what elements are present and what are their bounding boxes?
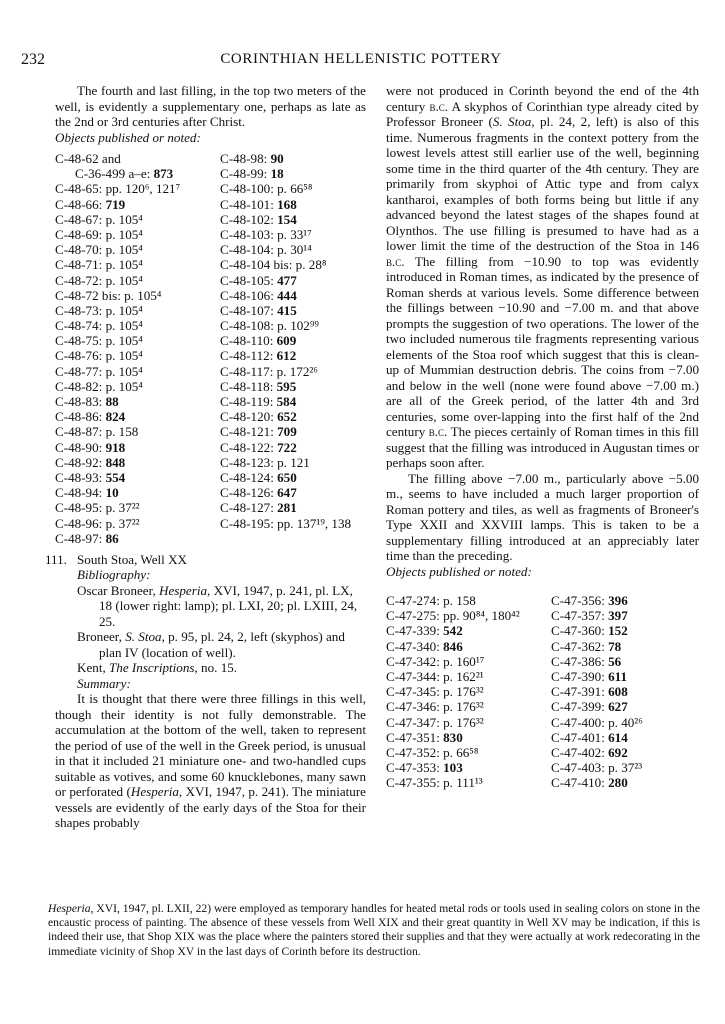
catalog-entry <box>220 318 366 333</box>
catalog-entry <box>220 348 366 363</box>
catalog-entry <box>220 151 366 166</box>
continued-paragraph <box>386 83 699 471</box>
catalog-id: C-48-71: <box>55 257 103 273</box>
catalog-entry <box>55 409 220 424</box>
summary-text: It is thought that there were three fillings in this well, though their identity is not fully demonstrable. The accumulation at the bottom of the well, taken to represent the period of use of the well in the Greek period, is unusual in that it included 21 miniature one- and two-handled cups suitable as votives, and some 60 knucklebones, many sawn or perforated ( <box>55 691 366 800</box>
catalog-number: 56 <box>608 653 622 669</box>
bib-details: , p. 95, pl. 24, 2, left (skyphos) and plan IV (location of well). <box>99 629 345 660</box>
catalog-id: C-48-76: <box>55 348 103 364</box>
catalog-number: 846 <box>443 638 463 654</box>
catalog-id: C-47-275: <box>386 608 440 624</box>
catalog-table <box>55 151 366 546</box>
catalog-entry <box>220 440 366 455</box>
catalog-page-ref: p. 176³² <box>443 714 484 730</box>
catalog-id: C-48-82: <box>55 378 103 394</box>
catalog-id: C-48-124: <box>220 469 274 485</box>
catalog-entry <box>55 531 220 546</box>
catalog-id: C-47-351: <box>386 729 440 745</box>
catalog-page-ref: p. 158 <box>105 424 139 440</box>
bib-journal: Hesperia <box>159 582 208 598</box>
catalog-id: C-48-99: <box>220 166 268 182</box>
catalog-id: C-48-77: <box>55 363 103 379</box>
catalog-number: 397 <box>608 608 628 624</box>
catalog-entry <box>386 730 551 745</box>
catalog-column <box>551 593 699 790</box>
catalog-entry <box>551 760 699 775</box>
catalog-entry <box>55 500 220 515</box>
catalog-id: C-48-118: <box>220 378 274 394</box>
bibliography-item <box>77 583 366 630</box>
catalog-page-ref: pp. 120⁶, 121⁷ <box>105 181 181 197</box>
catalog-entry <box>55 197 220 212</box>
catalog-entry <box>220 257 366 272</box>
summary-text: , XVI, 1947, p. 241). The miniature vessels are evidently of the early days of the Stoa for their shapes probably <box>55 784 366 831</box>
catalog-number: 722 <box>277 439 297 455</box>
catalog-number: 848 <box>105 454 126 470</box>
catalog-entry <box>55 470 220 485</box>
catalog-number: 611 <box>608 668 628 684</box>
catalog-entry <box>220 333 366 348</box>
catalog-entry <box>551 593 699 608</box>
catalog-entry <box>220 394 366 409</box>
catalog-id: C-48-66: <box>55 196 103 212</box>
catalog-number: 609 <box>276 333 297 349</box>
catalog-id: C-48-96: <box>55 515 103 531</box>
catalog-number: 154 <box>277 211 297 227</box>
entry-title: South Stoa, Well XX <box>77 551 188 567</box>
summary-journal: Hesperia <box>130 784 179 800</box>
catalog-id: C-48-126: <box>220 485 274 501</box>
catalog-page-ref: p. 176³² <box>443 699 484 715</box>
catalog-page-ref: p. 158 <box>443 593 476 608</box>
catalog-id: C-48-94: <box>55 485 103 501</box>
catalog-id: C-47-402: <box>551 744 605 760</box>
catalog-entry <box>220 197 366 212</box>
catalog-entry <box>551 730 699 745</box>
bibliography-item <box>77 660 366 676</box>
catalog-entry <box>386 593 551 608</box>
catalog-number: 652 <box>277 409 297 425</box>
catalog-id: C-48-73: <box>55 302 103 318</box>
catalog-id: C-48-101: <box>220 196 274 212</box>
catalog-id: C-48-69: <box>55 226 103 242</box>
catalog-entry <box>386 669 551 684</box>
catalog-number: 918 <box>105 439 126 455</box>
catalog-number: 595 <box>276 378 297 394</box>
page-header <box>21 52 701 72</box>
catalog-page-ref: p. 176³² <box>443 684 484 700</box>
catalog-page-ref: p. 105⁴ <box>105 226 143 242</box>
catalog-entry <box>55 440 220 455</box>
catalog-entry <box>386 684 551 699</box>
catalog-entry <box>220 364 366 379</box>
catalog-id: C-48-104: <box>220 242 274 258</box>
catalog-entry <box>551 639 699 654</box>
catalog-column <box>55 151 220 546</box>
bib-title: The Inscriptions <box>109 660 195 676</box>
catalog-id: C-48-103: <box>220 226 274 242</box>
catalog-id: C-48-95: <box>55 500 103 516</box>
catalog-entry <box>55 257 220 272</box>
catalog-id: C-48-117: <box>220 363 274 379</box>
catalog-id: C-47-399: <box>551 699 605 715</box>
catalog-id: C-48-72 bis: <box>55 287 121 303</box>
catalog-entry <box>386 699 551 714</box>
catalog-entry <box>55 166 220 181</box>
catalog-entry <box>55 348 220 363</box>
catalog-id: C-48-98: <box>220 151 268 166</box>
catalog-entry <box>551 654 699 669</box>
catalog-id: C-47-355: <box>386 775 440 791</box>
bib-author: Kent, <box>77 660 106 676</box>
catalog-page-ref: p. 66⁵⁸ <box>443 744 479 760</box>
catalog-id: C-48-105: <box>220 272 274 288</box>
catalog-entry <box>386 760 551 775</box>
catalog-entry <box>386 639 551 654</box>
left-column <box>45 83 366 831</box>
catalog-entry <box>551 775 699 790</box>
catalog-entry <box>220 455 366 470</box>
entry-number: 111. <box>45 551 67 567</box>
catalog-entry <box>220 212 366 227</box>
catalog-id: C-47-401: <box>551 729 605 745</box>
catalog-page-ref: p. 105⁴ <box>105 348 143 364</box>
catalog-number: 873 <box>153 166 174 182</box>
catalog-page-ref: p. 30¹⁴ <box>277 242 312 258</box>
catalog-id: C-48-121: <box>220 424 274 440</box>
catalog-page-ref: p. 105⁴ <box>105 318 143 334</box>
catalog-id: C-48-87: <box>55 424 103 440</box>
catalog-entry <box>55 379 220 394</box>
catalog-page-ref: p. 105⁴ <box>105 363 143 379</box>
catalog-entry <box>220 379 366 394</box>
catalog-entry <box>220 470 366 485</box>
catalog-id: C-47-344: <box>386 668 440 684</box>
catalog-id: C-48-122: <box>220 439 274 455</box>
catalog-entry <box>220 227 366 242</box>
catalog-entry <box>220 424 366 439</box>
catalog-number: 709 <box>277 424 297 440</box>
catalog-number: 444 <box>277 287 297 303</box>
catalog-page-ref: p. 105⁴ <box>105 257 143 273</box>
catalog-id: C-48-70: <box>55 242 103 258</box>
catalog-id: C-47-345: <box>386 684 440 700</box>
catalog-entry <box>220 181 366 196</box>
catalog-id: C-47-353: <box>386 760 440 776</box>
catalog-id: C-47-403: <box>551 760 605 776</box>
catalog-entry <box>55 212 220 227</box>
catalog-id: C-48-75: <box>55 333 103 349</box>
footnote-journal: Hesperia <box>48 902 91 915</box>
catalog-id: C-48-97: <box>55 530 103 546</box>
catalog-number: 281 <box>277 500 297 516</box>
catalog-entry <box>55 516 220 531</box>
catalog-entry <box>551 669 699 684</box>
catalog-entry <box>220 288 366 303</box>
catalog-entry <box>55 303 220 318</box>
catalog-id: C-48-62 and <box>55 151 121 166</box>
catalog-id: C-48-112: <box>220 348 274 364</box>
catalog-entry <box>220 273 366 288</box>
catalog-entry <box>386 715 551 730</box>
body-text: The pieces certainly of Roman times in this fill suggest that the filling was introduced in Augustan times or perhaps soon after. <box>386 424 699 470</box>
catalog-page-ref: p. 121 <box>277 454 310 470</box>
catalog-page-ref: p. 111¹³ <box>443 775 483 791</box>
catalog-page-ref: p. 105⁴ <box>105 242 143 258</box>
bib-title: S. Stoa <box>125 629 162 645</box>
catalog-number: 280 <box>608 775 628 791</box>
catalog-id: C-47-352: <box>386 744 440 760</box>
catalog-entry <box>386 654 551 669</box>
catalog-id: C-47-342: <box>386 653 440 669</box>
catalog-entry <box>220 516 366 531</box>
catalog-number: 614 <box>608 729 628 745</box>
catalog-page-ref: p. 162²¹ <box>443 668 484 684</box>
catalog-id: C-48-120: <box>220 409 274 425</box>
catalog-id: C-48-107: <box>220 302 274 318</box>
catalog-column <box>386 593 551 790</box>
catalog-entry <box>220 409 366 424</box>
catalog-entry <box>55 485 220 500</box>
bib-author: Broneer, <box>77 629 122 645</box>
catalog-number: 78 <box>608 638 622 654</box>
catalog-id: C-48-86: <box>55 409 103 425</box>
catalog-entry <box>551 608 699 623</box>
catalog-id: C-47-390: <box>551 668 605 684</box>
catalog-id: C-48-92: <box>55 454 103 470</box>
catalog-id: C-48-102: <box>220 211 274 227</box>
footnote-text: , XVI, 1947, pl. LXII, 22) were employed as temporary handles for heated metal rods or tools used in sealing colors on stone in the encaustic process of painting. The absence of these vessels from Well XIX and their great quantity in Well XV may be indication, if this is indeed their use, that Shop XIX was the place where the painters stored their supplies and that they were actually at work redecorating in the immediate vicinity of Shop XV in the last days of Corinth before its destruction. <box>48 902 700 958</box>
catalog-id: C-48-93: <box>55 469 103 485</box>
catalog-entry <box>220 500 366 515</box>
catalog-number: 612 <box>276 348 297 364</box>
catalog-page-ref: p. 37²² <box>105 500 140 516</box>
body-text: A skyphos of Corinthian type already cited by Professor Broneer ( <box>386 98 699 129</box>
catalog-number: 18 <box>270 166 284 182</box>
catalog-page-ref: p. 102⁹⁹ <box>277 318 319 334</box>
catalog-page-ref: p. 160¹⁷ <box>443 653 485 669</box>
catalog-entry <box>551 684 699 699</box>
catalog-entry <box>551 623 699 638</box>
catalog-number: 647 <box>277 485 297 501</box>
catalog-id: C-47-357: <box>551 608 605 624</box>
catalog-number: 650 <box>277 469 297 485</box>
catalog-id: C-48-110: <box>220 333 274 349</box>
catalog-id: C-48-127: <box>220 500 274 516</box>
page-number: 232 <box>21 51 45 68</box>
catalog-id: C-48-195: <box>220 515 274 531</box>
catalog-entry <box>55 318 220 333</box>
catalog-entry <box>386 745 551 760</box>
catalog-page-ref: p. 37²³ <box>608 760 643 776</box>
catalog-page-ref: p. 105⁴ <box>105 302 143 318</box>
catalog-id: C-47-410: <box>551 775 605 791</box>
catalog-id: C-47-274: <box>386 593 440 608</box>
catalog-entry <box>55 227 220 242</box>
catalog-id: C-48-83: <box>55 394 103 409</box>
catalog-id: C-47-360: <box>551 623 605 639</box>
catalog-id: C-48-100: <box>220 181 274 197</box>
bib-details: , XVI, 1947, p. 241, pl. LX, 18 (lower right: lamp); pl. LXI, 20; pl. LXIII, 24, 25. <box>99 582 358 629</box>
catalog-id: C-48-119: <box>220 394 274 409</box>
footnote <box>48 902 700 959</box>
catalog-entry <box>55 288 220 303</box>
catalog-page-ref: p. 105⁴ <box>105 378 143 394</box>
catalog-page-ref: p. 105⁴ <box>105 272 143 288</box>
catalog-page-ref: p. 105⁴ <box>105 333 143 349</box>
catalog-number: 88 <box>105 394 119 409</box>
catalog-number: 584 <box>276 394 297 409</box>
catalog-page-ref: p. 172²⁶ <box>276 363 318 379</box>
catalog-number: 86 <box>105 530 119 546</box>
catalog-column <box>220 151 366 546</box>
catalog-entry <box>386 775 551 790</box>
catalog-entry <box>55 273 220 288</box>
catalog-entry <box>386 608 551 623</box>
objects-label: Objects published or noted: <box>386 563 532 579</box>
catalog-number: 719 <box>105 196 126 212</box>
catalog-id: C-47-362: <box>551 638 605 654</box>
catalog-id: C-36-499 a–e: <box>75 166 151 182</box>
catalog-entry <box>220 242 366 257</box>
catalog-number: 830 <box>443 729 463 745</box>
catalog-table <box>386 593 699 790</box>
catalog-number: 608 <box>608 684 628 700</box>
catalog-id: C-47-356: <box>551 593 605 608</box>
catalog-number: 152 <box>608 623 628 639</box>
catalog-page-ref: pp. 90⁸⁴, 180⁴² <box>443 608 520 624</box>
entry-heading <box>45 552 366 568</box>
catalog-entry <box>220 303 366 318</box>
bib-details: , no. 15. <box>194 660 238 676</box>
catalog-id: C-47-391: <box>551 684 605 700</box>
bibliography-label: Bibliography: <box>77 567 151 583</box>
catalog-number: 396 <box>608 593 628 608</box>
era-abbrev: b.c. <box>386 253 405 269</box>
catalog-page-ref: p. 105⁴ <box>124 287 162 303</box>
era-abbrev: b.c. <box>429 98 449 114</box>
catalog-number: 10 <box>105 485 119 501</box>
catalog-page-ref: p. 40²⁶ <box>608 714 643 730</box>
bib-author: Oscar Broneer, <box>77 582 156 598</box>
catalog-id: C-47-346: <box>386 699 440 715</box>
catalog-entry <box>55 394 220 409</box>
catalog-number: 824 <box>105 409 126 425</box>
catalog-id: C-48-106: <box>220 287 274 303</box>
catalog-number: 542 <box>443 623 463 639</box>
catalog-entry <box>55 333 220 348</box>
objects-label: Objects published or noted: <box>55 129 201 145</box>
catalog-number: 627 <box>608 699 628 715</box>
catalog-id: C-48-123: <box>220 454 274 470</box>
catalog-id: C-48-67: <box>55 211 103 227</box>
catalog-entry <box>551 745 699 760</box>
catalog-page-ref: p. 105⁴ <box>105 211 143 227</box>
catalog-number: 554 <box>105 469 126 485</box>
catalog-id: C-48-104 bis: <box>220 257 293 273</box>
catalog-page-ref: p. 33¹⁷ <box>277 226 312 242</box>
catalog-entry <box>551 699 699 714</box>
catalog-number: 415 <box>277 302 297 318</box>
catalog-id: C-47-347: <box>386 714 440 730</box>
body-text: The filling from −10.90 to top was evidently introduced in Roman times, as indicated by the presence of Roman sherds at various levels. Some difference between the fillings between −10.90 and −7.00 m. and that above prompts the suggestion of two operations. The lower of the two included numerous tile fragments representing various elements of the Stoa roof which suggest that this is clean-up of Mummian destruction debris. The coins from −7.00 and below in the well (none were found above −7.00 m.) are all of the Greek period, of the latter 4th and 3rd centuries, some over-lapping into the first half of the 2nd century <box>386 253 699 439</box>
catalog-number: 477 <box>277 272 297 288</box>
catalog-entry <box>55 364 220 379</box>
catalog-id: C-47-340: <box>386 638 440 654</box>
work-title: S. Stoa <box>492 114 532 129</box>
body-text: were not produced in Corinth beyond the end of the 4th century <box>386 83 699 114</box>
catalog-page-ref: p. 37²² <box>105 515 140 531</box>
catalog-entry <box>386 623 551 638</box>
bibliography-item <box>77 629 366 660</box>
catalog-number: 90 <box>270 151 284 166</box>
era-abbrev: b.c. <box>428 424 448 439</box>
catalog-id: C-48-108: <box>220 318 274 334</box>
running-title: CORINTHIAN HELLENISTIC POTTERY <box>220 51 502 67</box>
catalog-number: 103 <box>443 760 463 776</box>
filling-paragraph: The filling above −7.00 m., particularly above −5.00 m., seems to have included a much larger proportion of Roman pottery and tiles, as well as fragments of Broneer's Type XXII and XXVIII lamps. This is taken to be a supplementary filling introduced at an appreciably later time than the preceding. <box>386 470 699 563</box>
summary-label: Summary: <box>77 675 131 691</box>
catalog-id: C-48-74: <box>55 318 103 334</box>
catalog-id: C-48-72: <box>55 272 103 288</box>
catalog-entry <box>55 181 220 196</box>
summary-paragraph <box>55 691 366 831</box>
catalog-entry <box>55 455 220 470</box>
right-column <box>386 83 699 790</box>
catalog-page-ref: p. 66⁵⁸ <box>277 181 313 197</box>
catalog-id: C-48-65: <box>55 181 103 197</box>
catalog-page-ref: p. 28⁸ <box>295 257 327 273</box>
catalog-entry <box>551 715 699 730</box>
catalog-id: C-48-90: <box>55 439 103 455</box>
catalog-page-ref: pp. 137¹⁹, 138 <box>277 515 352 531</box>
catalog-entry <box>220 485 366 500</box>
catalog-entry <box>55 424 220 439</box>
catalog-id: C-47-386: <box>551 653 605 669</box>
catalog-entry <box>220 166 366 181</box>
catalog-entry <box>55 242 220 257</box>
catalog-id: C-47-400: <box>551 714 605 730</box>
filling-paragraph: The fourth and last filling, in the top two meters of the well, is evidently a supplementary one, perhaps as late as the 2nd or 3rd centuries after Christ. <box>55 83 366 129</box>
catalog-entry <box>55 151 220 166</box>
body-text: , pl. 24, 2, left) is also of this time. Numerous fragments in the context pottery from the lowest levels attest still earlier use of the well, beginning some time in the third quarter of the 4th century. They are primarily from skyphoi of Attic type and from calyx kantharoi, examples of both forms being but little if any advanced beyond the latest stages of the shapes found at Olynthos. The use filling is presumed to have had as a lower limit the time of the destruction of the Stoa in 146 <box>386 114 699 253</box>
catalog-number: 168 <box>277 196 297 212</box>
catalog-number: 692 <box>608 744 628 760</box>
catalog-id: C-47-339: <box>386 623 440 639</box>
